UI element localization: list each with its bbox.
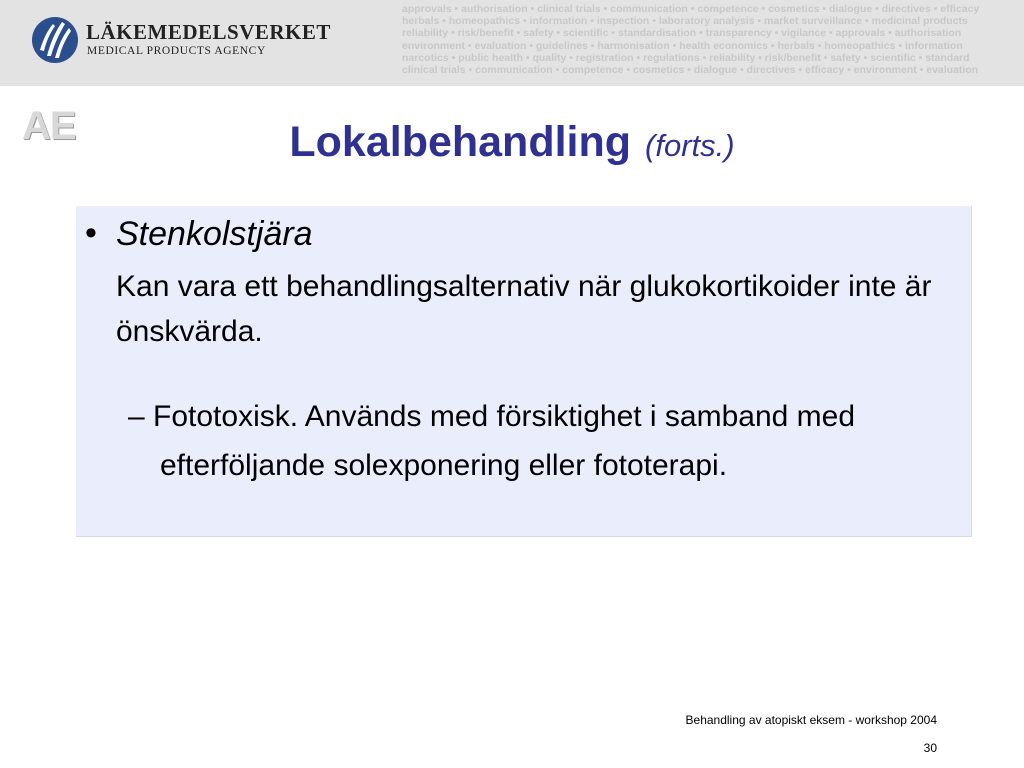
sub-bullet: – Fototoxisk. Används med försiktighet i samband med efterföljande solexponering eller fototerapi. <box>128 400 856 482</box>
watermark-line: narcotics • public health • quality • registration • regulations • reliability • risk/benefit • safety • scientific • standard <box>402 51 970 64</box>
footer-text: Behandling av atopiskt eksem - workshop 2004 <box>685 713 937 727</box>
bullet-heading: Stenkolstjära <box>116 215 313 253</box>
header-band <box>0 0 1024 86</box>
logo-subtitle: MEDICAL PRODUCTS AGENCY <box>87 45 266 57</box>
content-box <box>76 206 972 537</box>
page-number: 30 <box>923 741 937 755</box>
logo-emblem-icon <box>31 16 79 64</box>
header-watermark <box>402 3 1024 76</box>
logo-name: LÄKEMEDELSVERKET <box>86 20 331 44</box>
slide-title <box>0 118 1024 167</box>
watermark-line: approvals • authorisation • clinical trials • communication • competence • cosmetics • dialogue • directives • efficacy <box>402 3 980 15</box>
watermark-line: environment • evaluation • guidelines • harmonisation • health economics • herbals • homeopathics • information <box>402 39 963 52</box>
title-main: Lokalbehandling <box>289 118 632 166</box>
bullet-text: Kan vara ett behandlingsalternativ när glukokortikoider inte är önskvärda. <box>116 270 932 348</box>
bullet-icon: • <box>85 214 97 252</box>
title-sub: (forts.) <box>645 128 735 163</box>
watermark-line: reliability • risk/benefit • safety • scientific • standardisation • transparency • vigilance • approvals • authorisation <box>402 27 962 40</box>
corner-mark: AE <box>22 104 76 148</box>
watermark-line: herbals • homeopathics • information • inspection • laboratory analysis • market surveillance • medicinal products <box>402 15 968 28</box>
watermark-line: clinical trials • communication • competence • cosmetics • dialogue • directives • efficacy • environment • evaluation <box>402 64 979 77</box>
